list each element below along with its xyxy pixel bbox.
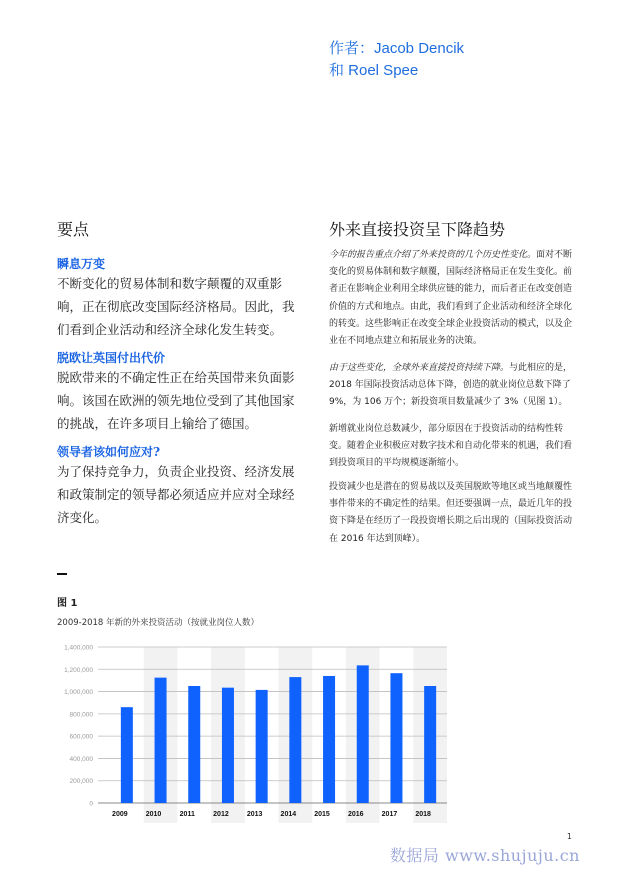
- chart-y-ticks: [64, 645, 93, 808]
- bar-2015: [323, 676, 335, 803]
- fdi-heading: 外来直接投资呈下降趋势: [329, 220, 506, 239]
- chart-x-ticks: [112, 811, 431, 818]
- paragraph-1-text: 面对不断变化的贸易体制和数字颠覆，国际经济格局正在发生变化。前者正在影响企业利用全球供应链的能力，而后者正在改变创造价值的方式和地点。由此，我们看到了企业活动和经济全球化的转变。这些影响正在改变全球企业投资活动的模式，以及企业在不同地点建立和拓展业务的决策。: [329, 250, 573, 347]
- paragraph-2: [329, 360, 579, 412]
- x-tick-label: 2014: [280, 811, 297, 818]
- body-line: 不断变化的贸易体制和数字颠覆的双重影: [57, 276, 283, 291]
- x-tick-label: 2009: [112, 811, 128, 818]
- paragraph-2-text: 与此相应的是，2018 年国际投资活动总体下降，创造的就业岗位总数下降了 9%，为 106 万个；新投资项目数量减少了 3%（见图 1）。: [329, 363, 573, 408]
- body-line: 济变化。: [57, 510, 108, 525]
- x-tick-label: 2010: [145, 811, 162, 818]
- bar-2018: [424, 686, 436, 803]
- body-line: 为了保持竞争力，负责企业投资、经济发展: [57, 464, 295, 479]
- section-body-2: [57, 366, 302, 435]
- y-tick-label: 0: [89, 800, 93, 808]
- key-points-heading: 要点: [57, 220, 90, 239]
- x-tick-label: 2015: [314, 811, 330, 818]
- bar-2017: [390, 673, 402, 803]
- x-tick-label: 2017: [381, 811, 398, 818]
- body-line: 的挑战，在许多项目上输给了德国。: [57, 416, 258, 431]
- author-line-1: 作者：Jacob Dencik: [329, 40, 465, 57]
- author-block: [329, 38, 464, 82]
- watermark: 数据局 www.shujuju.cn: [389, 846, 580, 865]
- paragraph-3: 新增就业岗位总数减少，部分原因在于投资活动的结构性转变。随着企业积极应对数字技术和自动化带来的机遇，我们看到投资项目的平均规模逐渐缩小。: [329, 424, 573, 469]
- body-line: 响，正在彻底改变国际经济格局。因此，我: [57, 299, 295, 314]
- y-tick-label: 400,000: [69, 755, 93, 763]
- bar-2012: [222, 688, 234, 803]
- bar-2016: [357, 665, 369, 803]
- x-tick-label: 2016: [347, 811, 364, 818]
- author-line-2: 和 Roel Spee: [329, 62, 419, 79]
- body-line: 和政策制定的领导都必须适应并应对全球经: [57, 487, 295, 502]
- section-body-3: [57, 460, 302, 529]
- figure-label: 图 1: [57, 598, 78, 609]
- y-tick-label: 1,000,000: [64, 689, 93, 697]
- y-tick-label: 600,000: [69, 733, 93, 741]
- section-title-2: 脱欧让英国付出代价: [57, 351, 166, 365]
- section-title-3: 领导者该如何应对?: [57, 445, 161, 459]
- bar-2010: [155, 678, 167, 803]
- bar-2011: [188, 686, 200, 803]
- section-body-1: [57, 272, 302, 341]
- body-line: 脱欧带来的不确定性正在给英国带来负面影: [57, 370, 295, 385]
- y-tick-label: 800,000: [69, 711, 93, 719]
- paragraph-1-lead: 今年的报告重点介绍了外来投资的几个历史性变化。: [329, 250, 537, 260]
- paragraph-1: [329, 247, 579, 350]
- x-tick-label: 2012: [213, 811, 229, 818]
- x-tick-label: 2011: [179, 811, 195, 818]
- figure-caption: 2009-2018 年新的外来投资活动（按就业岗位人数）: [57, 618, 260, 628]
- y-tick-label: 1,200,000: [64, 666, 93, 674]
- bar-2009: [121, 707, 133, 803]
- body-line: 响。该国在欧洲的领先地位受到了其他国家: [57, 393, 295, 408]
- bar-2014: [289, 677, 301, 803]
- x-tick-label: 2013: [246, 811, 263, 818]
- paragraph-4: 投资减少也是潜在的贸易战以及英国脱欧等地区或当地颠覆性事件带来的不确定性的结果。但还要强调一点，最近几年的投资下降是在经历了一段投资增长期之后出现的（国际投资活动在 2016 年达到顶峰）。: [329, 482, 573, 544]
- page-number: 1: [566, 832, 572, 841]
- section-divider: [57, 573, 67, 575]
- y-tick-label: 1,400,000: [64, 644, 93, 652]
- x-tick-label: 2018: [415, 811, 431, 818]
- y-tick-label: 200,000: [69, 778, 93, 786]
- investment-bar-chart: [0, 630, 620, 830]
- body-line: 们看到企业活动和经济全球化发生转变。: [57, 322, 283, 337]
- section-title-1: 瞬息万变: [57, 257, 106, 271]
- paragraph-2-lead: 由于这些变化，全球外来直接投资持续下降。: [329, 363, 510, 373]
- bar-2013: [256, 690, 268, 803]
